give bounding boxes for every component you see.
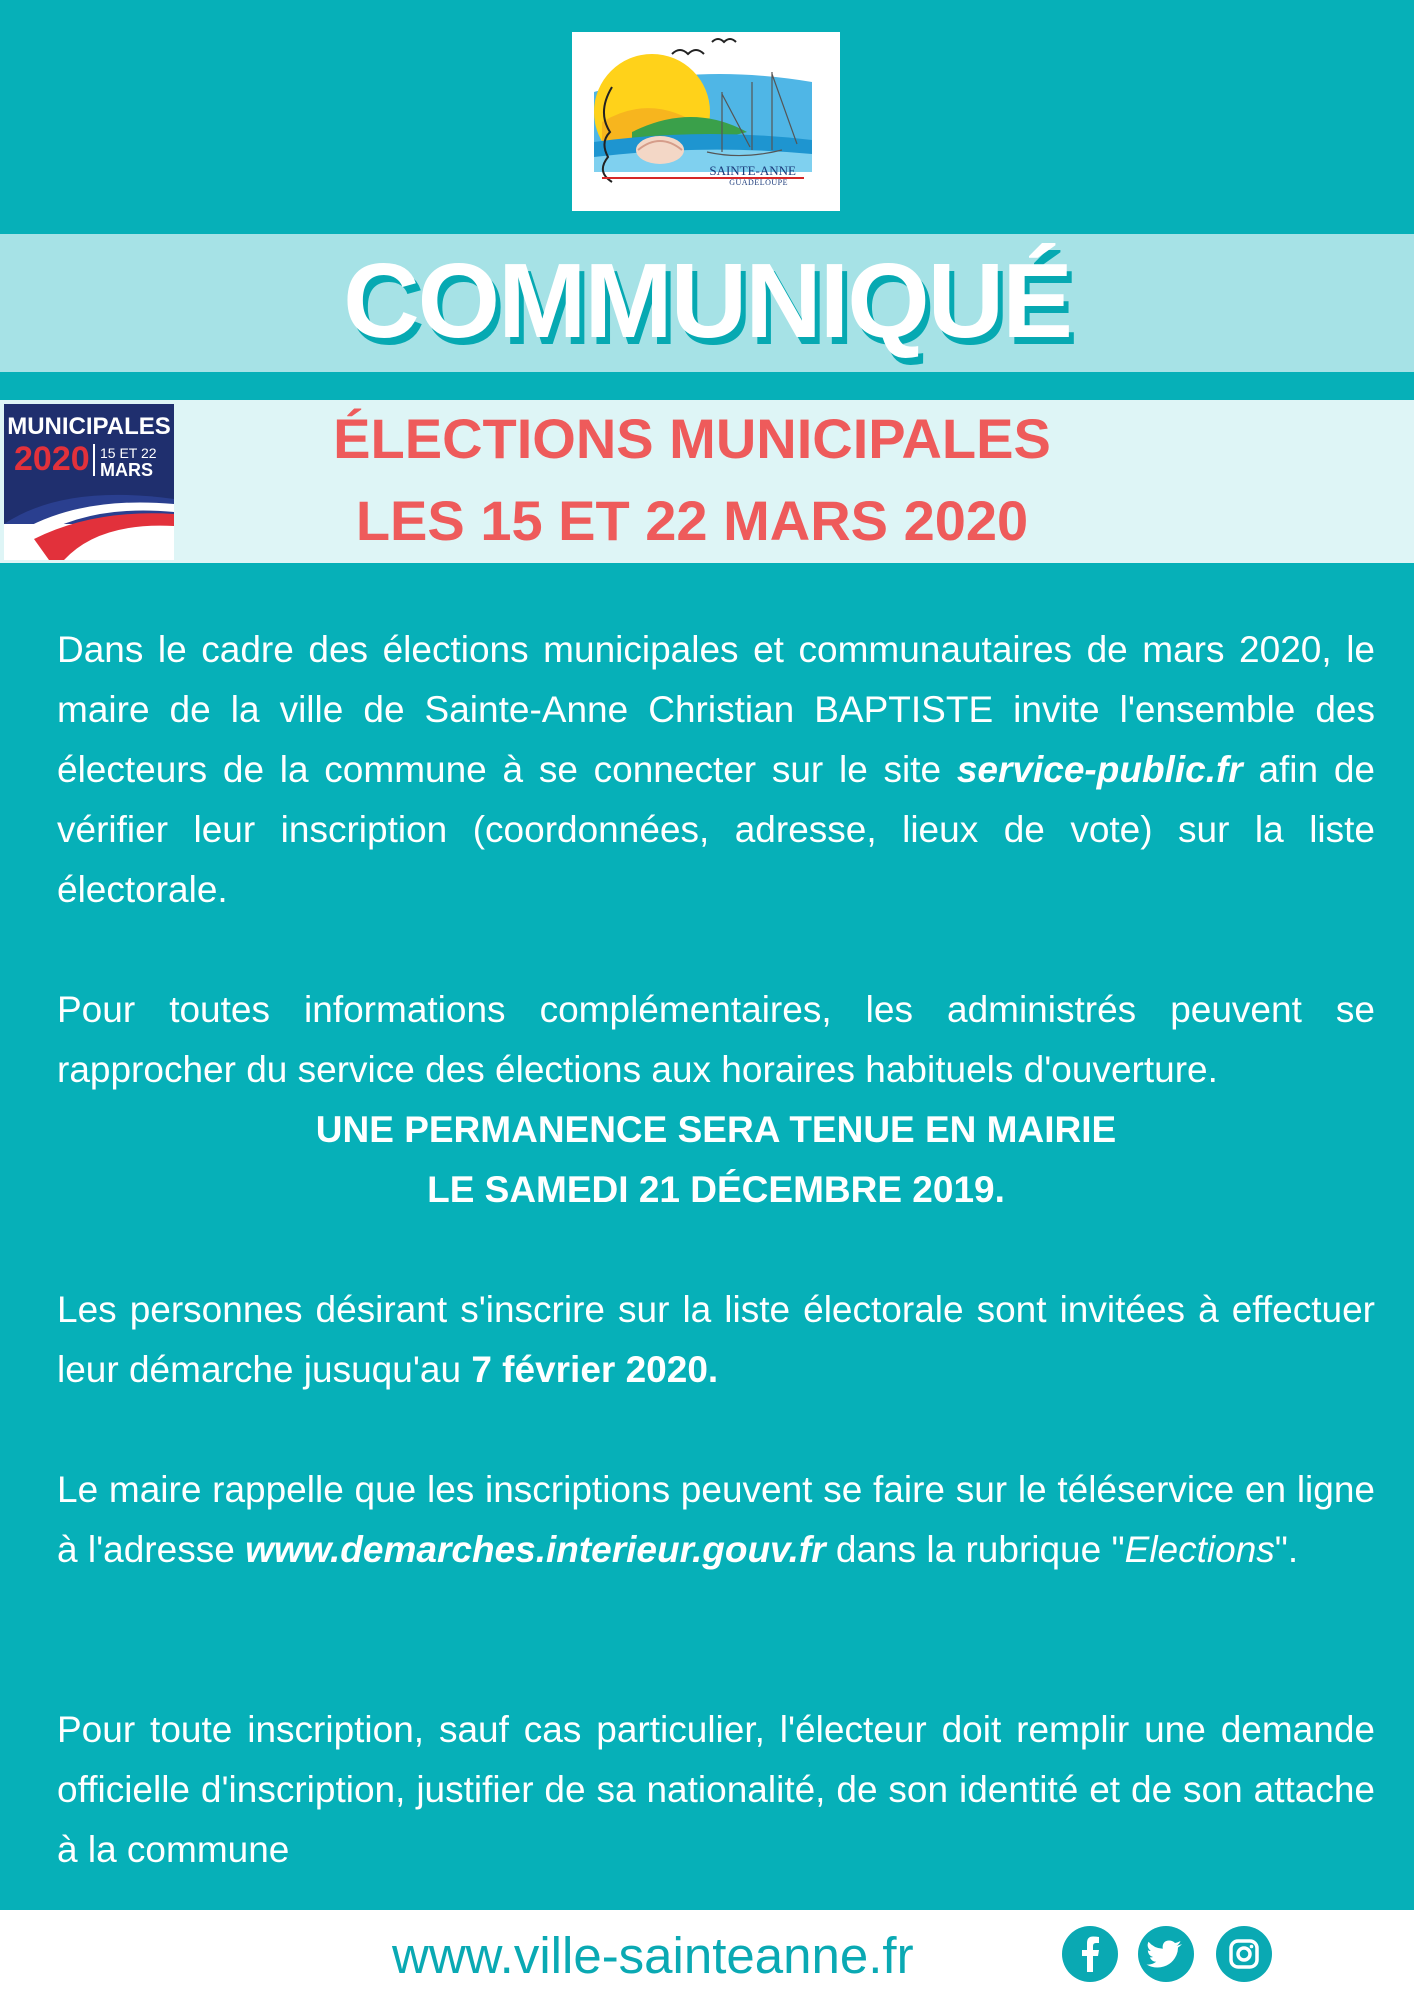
badge-illustration <box>4 404 174 560</box>
logo-region: GUADELOUPE <box>729 178 788 187</box>
demarches-link[interactable]: www.demarches.interieur.gouv.fr <box>245 1529 826 1570</box>
logo-name: SAINTE-ANNE <box>709 163 796 178</box>
paragraph-text: afin de vérifier leur inscription (coordonnées, adresse, lieux de vote) sur la liste électorale. <box>57 749 1375 910</box>
elections-title-line2: LES 15 ET 22 MARS 2020 <box>355 489 1029 552</box>
instagram-icon[interactable] <box>1216 1926 1272 1982</box>
page-title: COMMUNIQUÉ <box>343 242 1071 360</box>
website-link[interactable]: www.ville-sainteanne.fr <box>392 1927 914 1984</box>
paragraph-text: Le maire rappelle que les inscriptions peuvent se faire sur le téléservice en ligne à l'adresse <box>57 1469 1375 1570</box>
rubrique-name: Elections <box>1124 1529 1275 1570</box>
paragraph-deadline <box>57 1280 1375 1400</box>
paragraph-text: Les personnes désirant s'inscrire sur la liste électorale sont invitées à effectuer leur démarche jusuqu'au <box>57 1289 1375 1390</box>
sainte-anne-logo <box>572 32 840 211</box>
elections-title-line1: ÉLECTIONS MUNICIPALES <box>333 407 1051 470</box>
badge-month: MARS <box>100 460 153 480</box>
badge-line1: MUNICIPALES <box>7 413 171 440</box>
permanence-line2: LE SAMEDI 21 DÉCEMBRE 2019. <box>427 1169 1005 1210</box>
badge-dates: 15 ET 22 <box>100 445 157 461</box>
badge-year: 2020 <box>14 440 90 478</box>
paragraph-text: dans la rubrique " <box>825 1529 1125 1570</box>
paragraph-text: Dans le cadre des élections municipales et communautaires de mars 2020, le maire de la ville de Sainte-Anne Christian BAPTISTE invite l'ensemble des électeurs de la commune à se connecter sur le site <box>57 629 1375 790</box>
service-public-link[interactable]: service-public.fr <box>956 749 1243 790</box>
paragraph-verification <box>57 620 1375 920</box>
twitter-icon[interactable] <box>1138 1926 1194 1982</box>
deadline-date: 7 février 2020. <box>471 1349 719 1390</box>
paragraph-teleservice <box>57 1460 1375 1580</box>
municipales-2020-badge <box>4 404 174 560</box>
paragraph-requirements: Pour toute inscription, sauf cas particulier, l'électeur doit remplir une demande officielle d'inscription, justifier de sa nationalité, de son identité et de son attache à la commune <box>57 1709 1375 1870</box>
permanence-line1: UNE PERMANENCE SERA TENUE EN MAIRIE <box>315 1109 1117 1150</box>
paragraph-information: Pour toutes informations complémentaires, les administrés peuvent se rapprocher du service des élections aux horaires habituels d'ouverture. <box>57 989 1375 1090</box>
facebook-icon[interactable] <box>1062 1926 1118 1982</box>
paragraph-text: ". <box>1274 1529 1299 1570</box>
